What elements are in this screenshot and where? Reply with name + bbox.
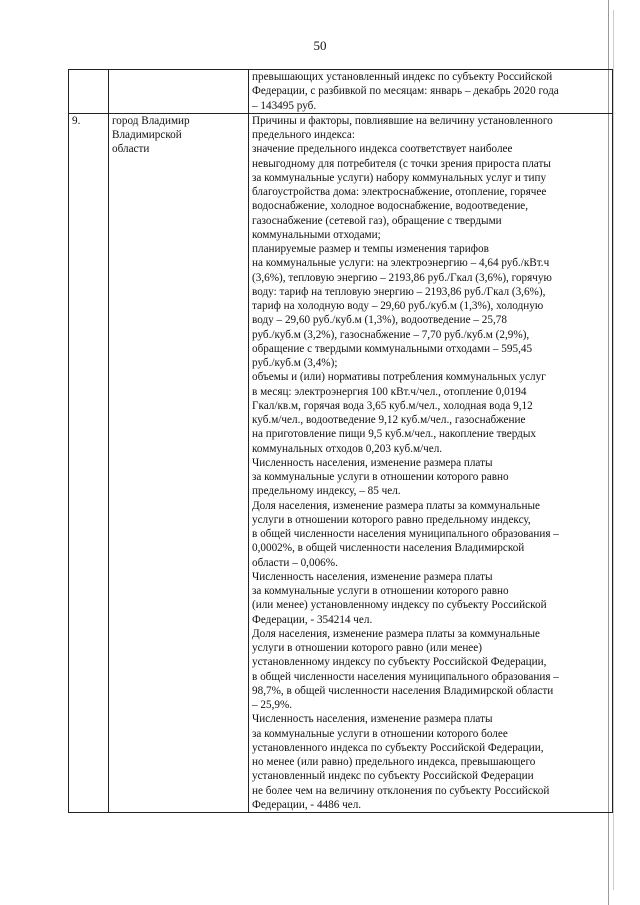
text-line: Численность населения, изменение размера платы: [252, 456, 493, 469]
text-line: Численность населения, изменение размера платы: [252, 570, 493, 583]
text-line: значение предельного индекса соответствует наиболее: [252, 143, 513, 156]
text-line: тариф на холодную воду – 29,60 руб./куб.м (1,3%), холодную: [252, 300, 544, 312]
text-line: услуги в отношении которого равно (или менее): [252, 642, 482, 654]
text-line: предельному индексу, – 85 чел.: [252, 485, 401, 498]
text-line: Федерации, - 354214 чел.: [252, 613, 373, 626]
text-line: области – 0,006%.: [252, 556, 338, 569]
table-row-9: [69, 113, 613, 812]
text-line: за коммунальные услуги в отношении которого равно: [252, 585, 509, 597]
text-line: Федерации, с разбивкой по месяцам: январь – декабрь 2020 года: [252, 85, 559, 98]
text-line: предельного индекса:: [252, 129, 355, 141]
text-line: 98,7%, в общей численности населения Владимирской области: [252, 684, 554, 697]
row-number-cell: 9.: [69, 113, 109, 812]
text-line: город Владимир: [112, 114, 190, 127]
text-line: куб.м/чел., водоотведение 9,12 куб.м/чел., газоснабжение: [252, 414, 526, 426]
text-line: области: [112, 143, 150, 156]
text-line: за коммунальные услуги в отношении которого равно: [252, 471, 509, 483]
text-line: Причины и факторы, повлиявшие на величину установленного: [252, 114, 553, 127]
text-line: установленный индекс по субъекту Российской Федерации: [252, 770, 534, 783]
municipality-cell: [109, 70, 249, 114]
text-line: Владимирской: [112, 129, 182, 141]
text-line: Гкал/кв.м, горячая вода 3,65 куб.м/чел., холодная вода 9,12: [252, 399, 533, 412]
text-line: в месяц: электроэнергия 100 кВт.ч/чел., отопление 0,0194: [252, 385, 527, 398]
text-line: – 143495 руб.: [252, 99, 317, 112]
text-line: коммунальных отходов 0,203 куб.м/чел.: [252, 442, 443, 455]
text-line: за коммунальные услуги) набору коммунальных услуг и типу: [252, 171, 547, 184]
text-line: воду: тариф на тепловую энергию – 2193,86 руб./Гкал (3,6%),: [252, 285, 546, 298]
text-line: в общей численности населения муниципального образования –: [252, 670, 559, 683]
scan-edge-line-2: [613, 10, 614, 890]
text-line: благоустройства дома: электроснабжение, отопление, горячее: [252, 186, 547, 198]
text-line: объемы и (или) нормативы потребления коммунальных услуг: [252, 371, 546, 384]
text-line: Доля населения, изменение размера платы за коммунальные: [252, 499, 540, 512]
text-line: невыгодному для потребителя (с точки зрения прироста платы: [252, 157, 551, 170]
text-line: планируемые размер и темпы изменения тарифов: [252, 243, 489, 255]
text-line: обращение с твердыми коммунальными отходами – 595,45: [252, 342, 533, 355]
text-line: установленному индексу по субъекту Российской Федерации,: [252, 656, 547, 669]
text-line: коммунальными отходами;: [252, 228, 381, 241]
text-line: руб./куб.м (3,4%);: [252, 357, 338, 369]
text-line: (или менее) установленному индексу по субъекту Российской: [252, 599, 547, 612]
municipality-cell: [109, 113, 249, 812]
text-line: газоснабжение (сетевой газ), обращение с твердыми: [252, 214, 502, 227]
text-line: услуги в отношении которого равно предельному индексу,: [252, 513, 531, 526]
text-line: (3,6%), тепловую энергию – 2193,86 руб./Гкал (3,6%), горячую: [252, 271, 552, 284]
text-line: не более чем на величину отклонения по субъекту Российской: [252, 784, 550, 797]
text-line: превышающих установленный индекс по субъекту Российской: [252, 71, 553, 83]
text-line: водоснабжение, холодное водоснабжение, водоотведение,: [252, 200, 529, 213]
text-line: Федерации, - 4486 чел.: [252, 798, 362, 811]
description-cell: [249, 113, 613, 812]
text-line: в общей численности населения муниципального образования –: [252, 528, 559, 540]
description-cell: [249, 70, 613, 114]
page-number: 50: [313, 38, 327, 53]
text-line: руб./куб.м (3,2%), газоснабжение – 7,70 руб./куб.м (2,9%),: [252, 328, 530, 341]
text-line: за коммунальные услуги в отношении которого более: [252, 727, 508, 740]
row-number-cell: [69, 70, 109, 114]
text-line: Численность населения, изменение размера платы: [252, 713, 493, 726]
text-line: установленного индекса по субъекту Российской Федерации,: [252, 741, 544, 754]
indices-table: [68, 69, 613, 813]
text-line: – 25,9%.: [252, 699, 293, 711]
table-row-continuation: [69, 70, 613, 114]
text-line: на приготовление пищи 9,5 куб.м/чел., накопление твердых: [252, 428, 536, 441]
text-line: Доля населения, изменение размера платы за коммунальные: [252, 627, 540, 640]
text-line: воду – 29,60 руб./куб.м (1,3%), водоотведение – 25,78: [252, 314, 507, 327]
text-line: 0,0002%, в общей численности населения Владимирской: [252, 542, 525, 555]
text-line: но менее (или равно) предельного индекса, превышающего: [252, 756, 536, 768]
text-line: на коммунальные услуги: на электроэнергию – 4,64 руб./кВт.ч: [252, 257, 550, 270]
